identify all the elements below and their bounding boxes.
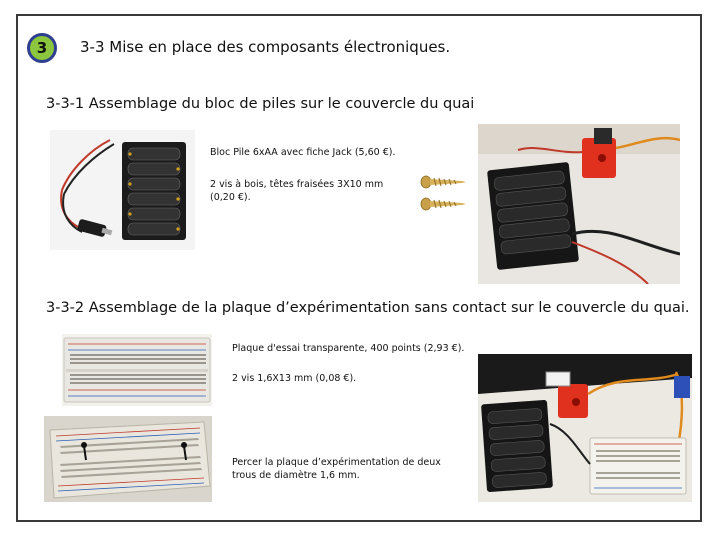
drill-caption-line1: Percer la plaque d’expérimentation de deux — [232, 457, 441, 468]
breadboard-screw-caption: 2 vis 1,6X13 mm (0,08 €). — [232, 373, 357, 384]
screws-caption-line2: (0,20 €). — [210, 192, 251, 203]
screws-caption — [210, 178, 383, 204]
step-number-badge — [27, 33, 57, 63]
breadboard-photo — [62, 334, 212, 406]
section-heading-breadboard: 3-3-2 Assemblage de la plaque d’expérimentation sans contact sur le couvercle du quai. — [46, 300, 690, 316]
drilled-breadboard-photo — [44, 416, 212, 502]
battery-mounted-photo — [478, 124, 680, 284]
section-heading-battery: 3-3-1 Assemblage du bloc de piles sur le couvercle du quai — [46, 96, 475, 112]
drill-caption-line2: trous de diamètre 1,6 mm. — [232, 470, 360, 481]
drill-caption — [232, 456, 441, 482]
breadboard-mounted-photo — [478, 354, 692, 502]
step-number: 3 — [36, 39, 48, 57]
battery-caption: Bloc Pile 6xAA avec fiche Jack (5,60 €). — [210, 147, 396, 158]
screws-caption-line1: 2 vis à bois, têtes fraisées 3X10 mm — [210, 179, 384, 190]
wood-screws-photo — [418, 168, 470, 220]
breadboard-caption: Plaque d'essai transparente, 400 points (2,93 €). — [232, 343, 465, 354]
battery-holder-photo — [50, 130, 195, 250]
slide-title: 3-3 Mise en place des composants électroniques. — [80, 38, 451, 56]
